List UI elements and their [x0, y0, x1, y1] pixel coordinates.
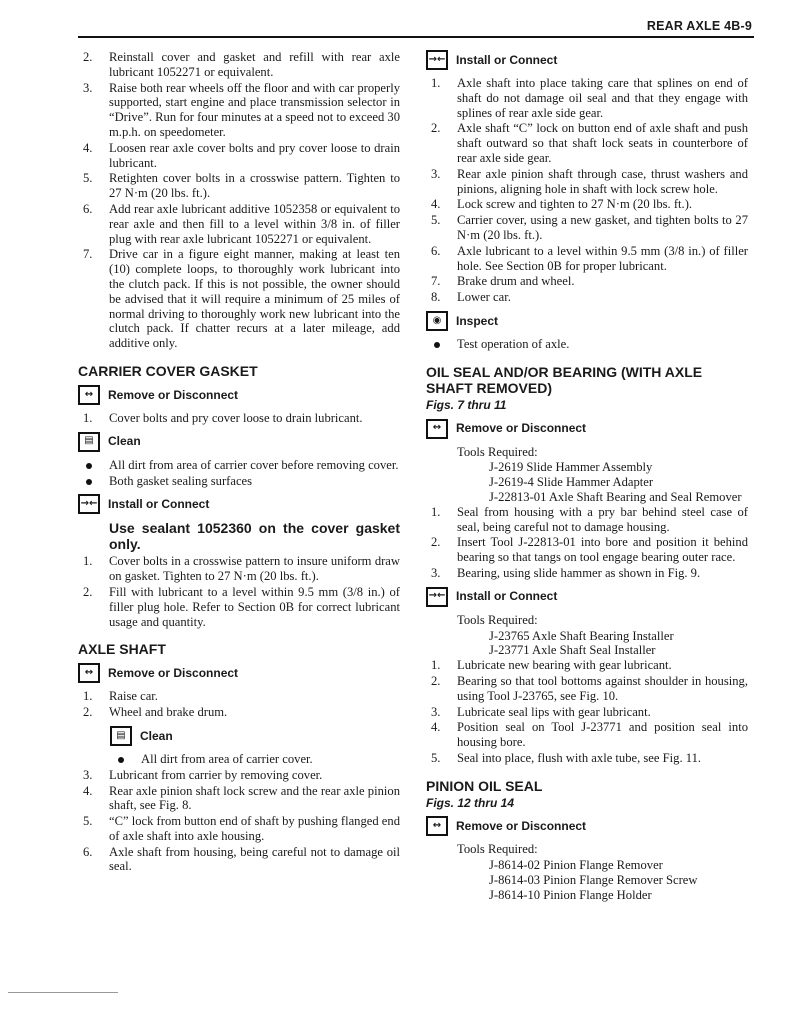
bullet-text: All dirt from area of carrier cover. [141, 751, 313, 766]
item-number: 7. [83, 247, 93, 262]
list-item [426, 274, 748, 289]
item-number: 3. [431, 704, 441, 719]
remove-disconnect-icon: ↔ [426, 816, 448, 836]
right-column [426, 50, 748, 903]
axle-clean-list [78, 752, 400, 767]
bullet-icon [86, 479, 92, 485]
list-item [78, 689, 400, 704]
list-item [78, 814, 400, 844]
list-item [78, 50, 400, 80]
install-connect-step: →← Install or Connect [78, 494, 400, 514]
remove-disconnect-step: ↔ Remove or Disconnect [426, 816, 748, 836]
item-number: 3. [83, 767, 93, 782]
bullet-text: Both gasket sealing surfaces [109, 473, 253, 488]
tools-list [426, 460, 748, 504]
tools-list [426, 629, 748, 659]
tools-required-label: Tools Required: [457, 612, 538, 627]
figure-reference: Figs. 7 thru 11 [426, 397, 507, 412]
sealant-note: Use sealant 1052360 on the cover gasket only. [109, 520, 400, 553]
tool-item: J-2619 Slide Hammer Assembly [489, 460, 653, 475]
item-text: Brake drum and wheel. [457, 274, 575, 289]
seal-remove-list [426, 505, 748, 581]
inspect-eye-icon: ◉ [426, 311, 448, 331]
item-number: 4. [431, 197, 441, 212]
list-item [78, 554, 400, 584]
item-text: Axle shaft into place taking care that splines on end of shaft do not damage oil seal and that they engage with splines of rear axle side gear. [457, 76, 748, 120]
item-number: 4. [83, 783, 93, 798]
section-title-carrier-cover-gasket: CARRIER COVER GASKET [78, 362, 258, 379]
carrier-install-list [78, 554, 400, 629]
tool-item: J-8614-03 Pinion Flange Remover Screw [489, 873, 698, 888]
inspect-step: ◉ Inspect [426, 311, 748, 331]
list-item [78, 585, 400, 629]
axle-remove-list [78, 689, 400, 720]
tool-item: J-23771 Axle Shaft Seal Installer [489, 643, 656, 658]
item-text: Seal from housing with a pry bar behind steel case of seal, being careful not to damage housing. [457, 504, 748, 534]
tool-item: J-22813-01 Axle Shaft Bearing and Seal Remover [489, 489, 742, 504]
item-number: 1. [431, 504, 441, 519]
item-number: 2. [431, 673, 441, 688]
list-item [426, 197, 748, 212]
item-text: Insert Tool J-22813-01 into bore and position it behind bearing so that tangs on tool engage bearing outer race. [457, 535, 748, 565]
section-title-pinion-oil-seal: PINION OIL SEAL [426, 777, 543, 794]
list-item [78, 247, 400, 351]
bullet-item [78, 458, 400, 473]
item-text: Loosen rear axle cover bolts and pry cover loose to drain lubricant. [109, 140, 400, 170]
list-item [426, 76, 748, 120]
list-item [78, 411, 400, 426]
list-item [426, 505, 748, 535]
list-item [426, 121, 748, 165]
item-number: 1. [431, 658, 441, 673]
item-text: Rear axle pinion shaft through case, thrust washers and pinions, aligning hole in shaft with lock screw hole. [457, 166, 748, 196]
footer-rule [8, 992, 118, 993]
clean-brush-icon: ▤ [110, 726, 132, 746]
item-number: 2. [83, 584, 93, 599]
bullet-item [78, 474, 400, 489]
item-number: 7. [431, 274, 441, 289]
item-number: 2. [431, 535, 441, 550]
item-number: 5. [83, 814, 93, 829]
tool-item: J-8614-10 Pinion Flange Holder [489, 887, 652, 902]
item-text: Lubricate new bearing with gear lubricant. [457, 658, 672, 673]
list-item [426, 213, 748, 243]
item-number: 2. [83, 50, 93, 64]
list-item [78, 705, 400, 720]
bullet-text: All dirt from area of carrier cover before removing cover. [109, 457, 399, 472]
item-number: 6. [431, 243, 441, 258]
item-text: Seal into place, flush with axle tube, see Fig. 11. [457, 750, 702, 765]
clean-brush-icon: ▤ [78, 432, 100, 452]
remove-disconnect-step: ↔ Remove or Disconnect [78, 663, 400, 683]
left-column [78, 50, 400, 875]
item-text: Rear axle pinion shaft lock screw and the rear axle pinion shaft, see Fig. 8. [109, 783, 400, 813]
item-number: 4. [83, 140, 93, 155]
clean-step: ▤ Clean [78, 432, 400, 452]
item-text: Cover bolts in a crosswise pattern to insure uniform draw on gasket. Tighten to 27 N·m (20 lbs. ft.). [109, 554, 400, 584]
install-connect-icon: →← [426, 50, 448, 70]
list-item [78, 81, 400, 140]
list-item [426, 167, 748, 197]
tools-required-label: Tools Required: [457, 444, 538, 459]
item-number: 3. [431, 565, 441, 580]
item-text: Reinstall cover and gasket and refill with rear axle lubricant 1052271 or equivalent. [109, 50, 400, 79]
bullet-icon [118, 757, 124, 763]
item-number: 1. [431, 76, 441, 90]
item-number: 5. [431, 213, 441, 228]
item-text: Lock screw and tighten to 27 N·m (20 lbs. ft.). [457, 197, 693, 212]
bullet-item [426, 337, 748, 352]
bullet-text: Test operation of axle. [457, 336, 570, 351]
item-number: 3. [431, 166, 441, 181]
list-item [426, 720, 748, 750]
bullet-icon [434, 342, 440, 348]
axle-install-list [426, 76, 748, 305]
item-text: Wheel and brake drum. [109, 705, 228, 720]
bullet-icon [86, 463, 92, 469]
item-text: Position seal on Tool J-23771 and position seal into housing bore. [457, 720, 748, 750]
tool-item: J-8614-02 Pinion Flange Remover [489, 858, 663, 873]
figure-reference: Figs. 12 thru 14 [426, 795, 515, 810]
list-item [78, 784, 400, 814]
list-item [78, 202, 400, 246]
list-item [426, 705, 748, 720]
install-connect-icon: →← [78, 494, 100, 514]
item-text: Carrier cover, using a new gasket, and tighten bolts to 27 N·m (20 lbs. ft.). [457, 213, 748, 242]
remove-disconnect-icon: ↔ [78, 663, 100, 683]
list-item [78, 768, 400, 783]
section-title-oil-seal: OIL SEAL AND/OR BEARING (WITH AXLE SHAFT REMOVED) [426, 363, 703, 396]
clean-step: ▤ Clean [78, 726, 400, 746]
list-item [426, 674, 748, 704]
list-item [426, 244, 748, 274]
list-item [426, 535, 748, 565]
list-item [78, 171, 400, 201]
tools-required-label: Tools Required: [457, 842, 538, 857]
install-connect-step: →← Install or Connect [426, 587, 748, 607]
list-item [426, 658, 748, 673]
item-text: Raise both rear wheels off the floor and with car properly supported, start engine and place transmission selector in “Drive”. Run for four minutes at a speed not to exceed 30 m.p.h. on speedometer. [109, 80, 400, 139]
seal-install-list [426, 658, 748, 766]
page-header [78, 18, 754, 38]
item-text: Bearing, using slide hammer as shown in Fig. 9. [457, 565, 701, 580]
item-text: Retighten cover bolts in a crosswise pattern. Tighten to 27 N·m (20 lbs. ft.). [109, 171, 400, 201]
item-number: 1. [83, 554, 93, 569]
item-number: 2. [431, 121, 441, 136]
carrier-clean-list [78, 458, 400, 489]
item-text: Add rear axle lubricant additive 1052358 or equivalent to rear axle and then fill to a level within 3/8 in. of filler plug with rear axle lubricant 1052271 or equivalent. [109, 201, 400, 246]
section-title-axle-shaft: AXLE SHAFT [78, 641, 166, 658]
item-text: Raise car. [109, 689, 158, 704]
item-number: 4. [431, 720, 441, 735]
carrier-remove-list [78, 411, 400, 426]
tools-list [426, 858, 748, 902]
tool-item: J-2619-4 Slide Hammer Adapter [489, 475, 654, 490]
remove-disconnect-step: ↔ Remove or Disconnect [78, 385, 400, 405]
item-text: Lubricate seal lips with gear lubricant. [457, 704, 651, 719]
axle-remove-list-continued [78, 768, 400, 875]
bullet-item [78, 752, 400, 767]
item-text: “C” lock from button end of shaft by pushing flanged end of axle shaft into axle housing. [109, 814, 400, 843]
item-text: Drive car in a figure eight manner, making at least ten (10) complete loops, to thoroughly work lubricant into the clutch pack. If this is not possible, the owner should be advised that it will require a minimum of 25 miles of normal driving to thoroughly work new lubricant into the clutch pack. If chatter recurs at a later mileage, add additive only. [109, 247, 400, 351]
item-number: 3. [83, 80, 93, 95]
item-text: Fill with lubricant to a level within 9.5 mm (3/8 in.) of filler plug hole. Refer to Section 0B for correct lubricant usage and quantity. [109, 584, 400, 629]
item-text: Cover bolts and pry cover loose to drain lubricant. [109, 410, 363, 425]
list-item [426, 751, 748, 766]
remove-disconnect-step: ↔ Remove or Disconnect [426, 419, 748, 439]
item-number: 5. [83, 171, 93, 186]
list-item [426, 290, 748, 305]
item-number: 1. [83, 689, 93, 704]
tool-item: J-23765 Axle Shaft Bearing Installer [489, 628, 674, 643]
lubricant-procedure-list [78, 50, 400, 351]
item-number: 2. [83, 705, 93, 720]
item-number: 6. [83, 201, 93, 216]
list-item [78, 141, 400, 171]
list-item [426, 566, 748, 581]
item-number: 1. [83, 410, 93, 425]
install-connect-icon: →← [426, 587, 448, 607]
item-number: 6. [83, 844, 93, 859]
item-number: 8. [431, 290, 441, 305]
item-text: Lubricant from carrier by removing cover. [109, 767, 323, 782]
item-text: Axle shaft from housing, being careful not to damage oil seal. [109, 844, 400, 874]
item-text: Axle shaft “C” lock on button end of axle shaft and push shaft outward so that shaft lock seats in counterbore of rear axle side gear. [457, 121, 748, 165]
list-item [78, 845, 400, 875]
item-text: Lower car. [457, 290, 511, 305]
inspect-list [426, 337, 748, 352]
remove-disconnect-icon: ↔ [426, 419, 448, 439]
install-connect-step: →← Install or Connect [426, 50, 748, 70]
item-text: Axle lubricant to a level within 9.5 mm (3/8 in.) of filler hole. See Section 0B for proper lubricant. [457, 243, 748, 273]
item-number: 5. [431, 750, 441, 765]
page-title: REAR AXLE 4B-9 [646, 19, 752, 33]
remove-disconnect-icon: ↔ [78, 385, 100, 405]
item-text: Bearing so that tool bottoms against shoulder in housing, using Tool J-23765, see Fig. 10. [457, 673, 748, 703]
